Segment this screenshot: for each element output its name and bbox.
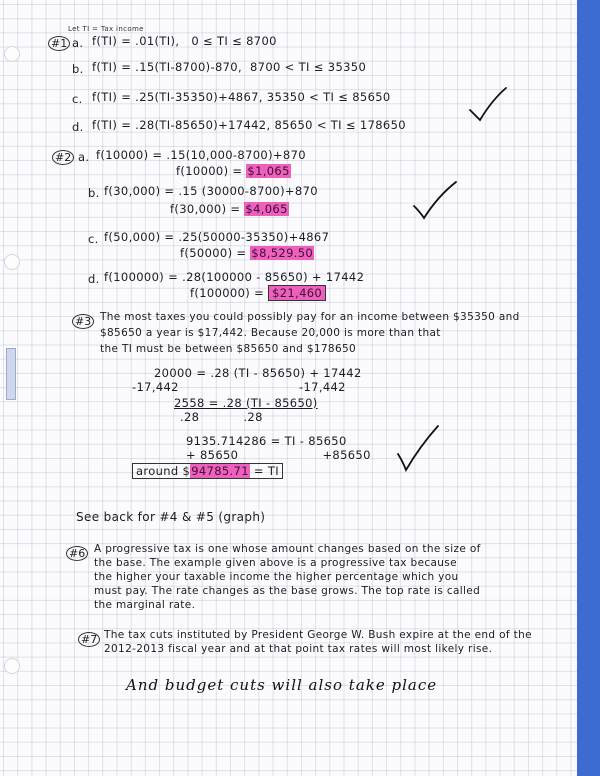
item-1b-label: b.	[72, 62, 84, 76]
header-note: Let TI = Tax income	[68, 25, 144, 33]
item-1d-text: f(TI) = .28(TI-85650)+17442, 85650 < TI ≤ 178650	[92, 118, 406, 132]
item-1b-text: f(TI) = .15(TI-8700)-870, 8700 < TI ≤ 35350	[92, 60, 367, 74]
paragraph-line: A progressive tax is one whose amount changes based on the size of	[94, 543, 481, 555]
problem-number-1: #1	[48, 36, 70, 51]
item-2c-label: c.	[88, 232, 99, 246]
binder-hole	[4, 254, 20, 270]
blue-margin-bar	[577, 0, 600, 776]
work-line: 20000 = .28 (TI - 85650) + 17442	[154, 366, 362, 380]
item-2d-line1: f(100000) = .28(100000 - 85650) + 17442	[104, 270, 365, 284]
paragraph-line: the higher your taxable income the higher percentage which you	[94, 571, 459, 583]
work-line: -17,442 -17,442	[132, 380, 346, 394]
work-line: 9135.714286 = TI - 85650	[186, 434, 347, 448]
paragraph-line: The most taxes you could possibly pay for an income between $35350 and	[100, 311, 520, 323]
final-answer-box: around $94785.71 = TI	[132, 463, 283, 479]
item-2b-label: b.	[88, 186, 100, 200]
item-2b-line2: f(30,000) = $4,065	[170, 202, 288, 216]
item-2c-line1: f(50,000) = .25(50000-35350)+4867	[104, 230, 330, 244]
answer-highlight: $21,460	[268, 285, 326, 301]
binder-hole	[4, 658, 20, 674]
work-line: + 85650 +85650	[186, 448, 371, 462]
answer-highlight: $8,529.50	[251, 246, 314, 260]
item-1a-text: f(TI) = .01(TI), 0 ≤ TI ≤ 8700	[92, 34, 277, 48]
final-answer	[132, 464, 283, 478]
paragraph-line: 2012-2013 fiscal year and at that point tax rates will most likely rise.	[104, 643, 493, 655]
item-1c-label: c.	[72, 92, 83, 106]
problem-number-6: #6	[66, 546, 88, 561]
cursive-note: And budget cuts will also take place	[126, 676, 438, 694]
work-line: .28 .28	[176, 410, 263, 424]
item-1c-text: f(TI) = .25(TI-35350)+4867, 35350 < TI ≤ 85650	[92, 90, 391, 104]
checkmark-icon	[468, 86, 508, 122]
item-2d-line2: f(100000) = $21,460	[190, 286, 326, 300]
item-2a-line1: f(10000) = .15(10,000-8700)+870	[96, 148, 306, 162]
paragraph-line: The tax cuts instituted by President George W. Bush expire at the end of the	[104, 629, 532, 641]
paragraph-line: the base. The example given above is a progressive tax because	[94, 557, 457, 569]
answer-highlight: $1,065	[247, 164, 290, 178]
checkmark-icon	[396, 424, 440, 472]
problem-number-7: #7	[78, 632, 100, 647]
item-2a-line2: f(10000) = $1,065	[176, 164, 290, 178]
binder-hole	[4, 46, 20, 62]
side-tag	[6, 348, 16, 400]
paragraph-line: $85650 a year is $17,442. Because 20,000 is more than that	[100, 327, 441, 339]
item-2d-label: d.	[88, 272, 100, 286]
checkmark-icon	[412, 180, 458, 220]
item-1a-label: a.	[72, 36, 84, 50]
paragraph-line: must pay. The rate changes as the base grows. The top rate is called	[94, 585, 481, 597]
work-line: 2558 = .28 (TI - 85650)	[174, 396, 318, 410]
answer-highlight: 94785.71	[191, 464, 249, 478]
see-back-note: See back for #4 & #5 (graph)	[76, 510, 266, 524]
item-2c-line2: f(50000) = $8,529.50	[180, 246, 314, 260]
paragraph-line: the marginal rate.	[94, 599, 196, 611]
item-1d-label: d.	[72, 120, 84, 134]
paragraph-line: the TI must be between $85650 and $178650	[100, 343, 357, 355]
item-2b-line1: f(30,000) = .15 (30000-8700)+870	[104, 184, 318, 198]
answer-highlight: $4,065	[245, 202, 288, 216]
problem-number-3: #3	[72, 314, 94, 329]
problem-number-2: #2	[52, 150, 74, 165]
item-2a-label: a.	[78, 150, 90, 164]
